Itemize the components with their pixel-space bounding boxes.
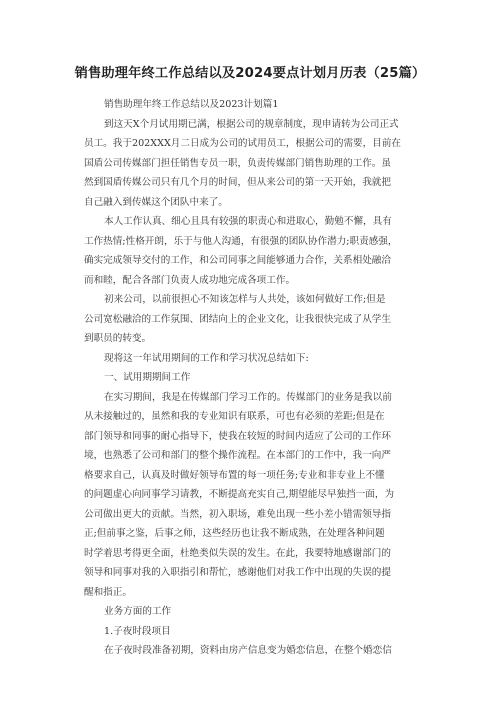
paragraph-line: 而和睦，配合各部门负责人成功地完成各项工作。 (84, 274, 296, 286)
paragraph-line: 在实习期间，我是在传媒部门学习工作的。传媒部门的业务是我以前 (104, 391, 392, 403)
paragraph-line: 然到国盾传媒公司只有几个月的时间，但从来公司的第一天开始，我就把 (84, 177, 391, 188)
paragraph-line: 初来公司，以前很担心不知该怎样与人共处，该如何做好工作;但是 (104, 294, 386, 305)
paragraph-line: 部门领导和同事的耐心指导下，使我在较短的时间内适应了公司的工作环 (84, 430, 391, 442)
paragraph-line: 业务方面的工作 (104, 606, 172, 617)
paragraph-line: 确实完成领导交付的工作，和公司同事之间能够通力合作，关系相处融洽 (84, 255, 391, 266)
paragraph-line: 国盾公司传媒部门担任销售专员一职，负责传媒部门销售助理的工作。虽 (84, 157, 391, 169)
paragraph-line: 工作热情;性格开朗，乐于与他人沟通，有很强的团队协作潜力;职责感强， (84, 235, 398, 247)
paragraph-line: 领导和同事对我的入职指引和帮忙，感谢他们对我工作中出现的失误的提 (84, 567, 391, 578)
paragraph-line: 到这天X个月试用期已满，根据公司的规章制度，现申请转为公司正式 (104, 118, 399, 130)
paragraph-line: 本人工作认真、细心且具有较强的职责心和进取心，勤勉不懈，具有 (104, 216, 392, 227)
paragraph-line: 时学着思考得更全面，杜绝类似失误的发生。在此，我要特地感谢部门的 (84, 547, 391, 559)
paragraph-line: 到职员的转变。 (84, 333, 152, 344)
paragraph-line: 的问题虚心向同事学习请教，不断提高充实自己,期望能尽早独挡一面，为 (84, 489, 395, 500)
paragraph-line: 从未接触过的，虽然和我的专业知识有联系，可也有必须的差距;但是在 (84, 411, 385, 422)
paragraph-line: 公司做出更大的贡献。当然，初入职场，难免出现一些小差小错需领导指 (84, 508, 391, 520)
paragraph-line: 格要求自己，认真及时做好领导布置的每一项任务;专业和非专业上不懂 (84, 469, 385, 481)
paragraph-line: 正;但前事之鉴，后事之师，这些经历也让我不断成熟，在处理各种问题 (84, 528, 385, 539)
paragraph-line: 在子夜时段准备初期，资料由房产信息变为婚恋信息，在整个婚恋信 (104, 645, 392, 656)
paragraph-line: 员工。我于202XXX月二日成为公司的试用员工，根据公司的需要，目前在 (84, 138, 402, 149)
paragraph-line: 公司宽松融洽的工作氛围、团结向上的企业文化，让我很快完成了从学生 (84, 313, 391, 325)
paragraph-line: 一、试用期期间工作 (104, 372, 191, 383)
paragraph-line: 现将这一年试用期间的工作和学习状况总结如下: (104, 352, 309, 364)
paragraph-line: 自己融入到传媒这个团队中来了。 (84, 196, 228, 208)
paragraph-line: 1.子夜时段项目 (104, 625, 171, 637)
paragraph-line: 境，也熟悉了公司和部门的整个操作流程。在本部门的工作中，我一向严 (84, 450, 391, 461)
paragraph-line: 销售助理年终工作总结以及2023计划篇1 (104, 99, 279, 110)
document-title: 销售助理年终工作总结以及2024要点计划月历表（25篇） (74, 66, 426, 81)
document-body (84, 95, 432, 661)
paragraph-line: 醒和指正。 (84, 586, 132, 598)
